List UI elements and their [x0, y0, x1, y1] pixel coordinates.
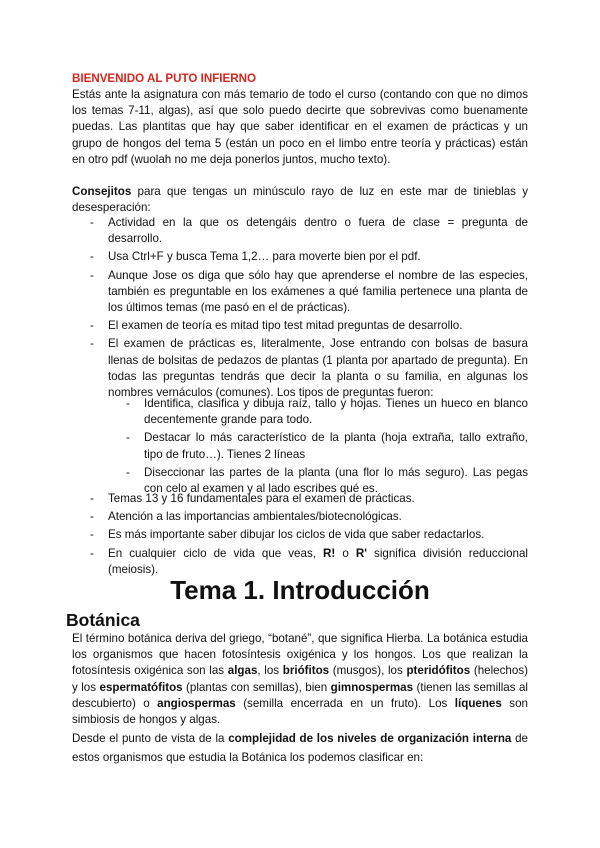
dash-bullet: - [90, 337, 94, 351]
tip-item: - Usa Ctrl+F y busca Tema 1,2… para moverte bien por el pdf. [108, 249, 528, 265]
tip-subitem: - Identifica, clasifica y dibuja raíz, tallo y hojas. Tienes un hueco en blanco decentemente grande para todo. [126, 397, 528, 427]
intro-paragraph: Estás ante la asignatura con más temario de todo el curso (contando con que no dimos los temas 7-11, algas), así que solo puedo decirte que sobrevivas como buenamente puedas. Las plantitas que hay que saber identificar en el examen de prácticas y un grupo de hongos del tema 5 (están un poco en el limbo entre teoría y prácticas) están en otro pdf (wuolah no me deja ponerlos juntos, mucho texto). [72, 88, 528, 166]
dash-bullet: - [90, 546, 94, 560]
organization-paragraph: Desde el punto de vista de la complejidad de los niveles de organización interna de estos organismos que estudia la Botánica los podemos clasificar en: [72, 732, 528, 764]
dash-bullet: - [90, 528, 94, 542]
tips-sublist [126, 396, 528, 499]
tips-lead-bold: Consejitos [72, 185, 132, 198]
tip-item: - Temas 13 y 16 fundamentales para el examen de prácticas. [108, 491, 528, 507]
chapter-title: Tema 1. Introducción [170, 575, 430, 605]
dash-bullet: - [90, 492, 94, 505]
dash-bullet: - [126, 431, 130, 445]
dash-bullet: - [126, 465, 130, 479]
tip-item: - Es más importante saber dibujar los ciclos de vida que saber redactarlos. [108, 527, 528, 543]
tips-list [90, 215, 528, 403]
tip-item: - El examen de prácticas es, literalmente, Jose entrando con bolsas de basura llenas de bolsitas de pedazos de plantas (1 planta por apartado de pregunta). En todas las preguntas tendrás que decir la planta o su familia, en algunas los nombres vernáculos (comunes). Los tipos de preguntas fueron: [90, 337, 528, 400]
tip-subitem: - Diseccionar las partes de la planta (una flor lo más seguro). Las pegas con celo al examen y al lado escribes qué es. [126, 465, 528, 496]
dash-bullet: - [90, 268, 94, 282]
intro-title: BIENVENIDO AL PUTO INFIERNO [72, 72, 257, 85]
tip-item-meiosis: - En cualquier ciclo de vida que veas, R! o R' significa división reduccional (meiosis). [90, 546, 528, 576]
dash-bullet: - [90, 319, 94, 333]
dash-bullet: - [90, 216, 94, 229]
tip-item: - Aunque Jose os diga que sólo hay que aprenderse el nombre de las especies, también es preguntable en los exámenes a qué familia pertenece una planta de los últimos temas (me pasó en el de prácticas). [90, 268, 528, 315]
tip-item: - Actividad en la que os detengáis dentro o fuera de clase = pregunta de desarrollo. [90, 216, 528, 246]
section-heading: Botánica [66, 610, 140, 630]
tips-lead [72, 184, 528, 216]
tip-item: - El examen de teoría es mitad tipo test mitad preguntas de desarrollo. [108, 318, 528, 334]
dash-bullet: - [126, 397, 130, 410]
tip-item: - Atención a las importancias ambientales/biotecnológicas. [108, 509, 528, 525]
botanica-paragraph: El término botánica deriva del griego, “botané”, que significa Hierba. La botánica estudia los organismos que hacen fotosíntesis oxigénica y los hongos. Los que realizan la fotosíntesis oxigénica son las algas, los briófitos (musgos), los pteridófitos (helechos) y los espermatófitos (plantas con semillas), bien gimnospermas (tienen las semillas al descubierto) o angiospermas (semilla encerrada en un fruto). Los líquenes son simbiosis de hongos y algas. [72, 632, 529, 727]
dash-bullet: - [90, 510, 94, 524]
tip-subitem: - Destacar lo más característico de la planta (hoja extraña, tallo extraño, tipo de fruto…). Tienes 2 líneas [126, 431, 528, 461]
dash-bullet: - [90, 250, 94, 264]
tips-lead-text: para que tengas un minúsculo rayo de luz en este mar de tinieblas y desesperación: [72, 185, 528, 215]
tips-list-continued [90, 491, 528, 580]
